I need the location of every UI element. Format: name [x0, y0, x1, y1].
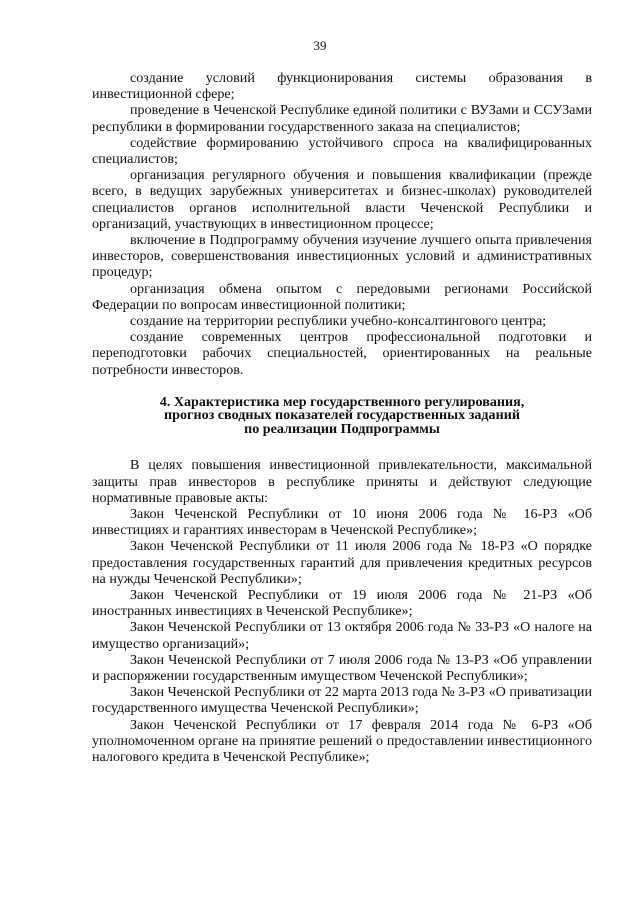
law-item: Закон Чеченской Республики от 22 марта 2013 года № 3-РЗ «О приватизации государственного имущества Чеченской Республики»;: [92, 684, 592, 717]
law-item: Закон Чеченской Республики от 19 июля 2006 года № 21-РЗ «Об иностранных инвестициях в Чеченской Республике»;: [92, 586, 592, 620]
paragraph: организация регулярного обучения и повышения квалификации (прежде всего, в ведущих зарубежных университетах и бизнес-школах) руководителей специалистов органов исполнительной власти Чеченской Республики и организаций, участвующих в инвестиционном процессе;: [92, 167, 592, 232]
law-item: Закон Чеченской Республики от 17 февраля 2014 года № 6-РЗ «Об уполномоченном органе на принятие решений о предоставлении инвестиционного налогового кредита в Чеченской Республике»;: [92, 716, 592, 766]
section-heading: [92, 393, 592, 437]
law-item: Закон Чеченской Республики от 11 июля 2006 года № 18-РЗ «О порядке предоставления государственных гарантий для привлечения кредитных ресурсов на нужды Чеченской Республики»;: [92, 538, 592, 587]
document-body: [92, 70, 592, 765]
paragraph: включение в Подпрограмму обучения изучение лучшего опыта привлечения инвесторов, совершенствования инвестиционных условий и административных процедур;: [92, 232, 592, 281]
law-item: Закон Чеченской Республики от 10 июня 2006 года № 16-РЗ «Об инвестициях и гарантиях инвесторам в Чеченской Республике»;: [92, 505, 592, 539]
section-heading-line: прогноз сводных показателей государственных заданий: [164, 407, 520, 424]
paragraph: проведение в Чеченской Республике единой политики с ВУЗами и ССУЗами республики в формировании государственного заказа на специалистов;: [92, 102, 592, 135]
paragraph: содействие формированию устойчивого спроса на квалифицированных специалистов;: [92, 134, 592, 168]
paragraph: организация обмена опытом с передовыми регионами Российской Федерации по вопросам инвестиционной политики;: [92, 280, 592, 313]
paragraph: создание условий функционирования системы образования в инвестиционной сфере;: [92, 70, 592, 103]
page-number: 39: [313, 38, 327, 53]
section-heading-line: 4. Характеристика мер государственного регулирования,: [159, 393, 525, 410]
paragraph: создание современных центров профессиональной подготовки и переподготовки рабочих специальностей, ориентированных на реальные потребности инвесторов.: [92, 329, 592, 378]
law-item: Закон Чеченской Республики от 13 октября 2006 года № 33-РЗ «О налоге на имущество организаций»;: [92, 619, 592, 652]
paragraph: создание на территории республики учебно-консалтингового центра;: [130, 313, 547, 330]
section-heading-line: по реализации Подпрограммы: [244, 420, 440, 437]
paragraph: В целях повышения инвестиционной привлекательности, максимальной защиты прав инвесторов в республике приняты и действуют следующие нормативные правовые акты:: [92, 457, 592, 506]
law-item: Закон Чеченской Республики от 7 июля 2006 года № 13-РЗ «Об управлении и распоряжении государственным имуществом Чеченской Республики»;: [92, 651, 592, 684]
